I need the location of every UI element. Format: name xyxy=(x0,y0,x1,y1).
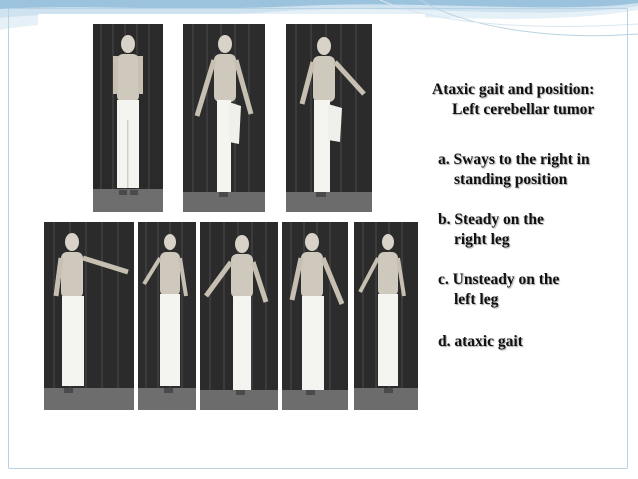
slide-title xyxy=(432,80,594,120)
standing-sway-photo xyxy=(93,24,163,212)
item-b-line-1: b. Steady on the xyxy=(438,211,544,228)
item-b-line-2: right leg xyxy=(454,231,510,248)
left-leg-stance-photo xyxy=(286,24,372,212)
gait-photo-4 xyxy=(282,222,348,410)
item-a-line-1: a. Sways to the right in xyxy=(438,151,590,168)
item-d-line-1: d. ataxic gait xyxy=(438,333,523,350)
gait-photo-1 xyxy=(44,222,134,410)
slide-title-line-1: Ataxic gait and position: xyxy=(432,81,595,98)
slide-title-line-2: Left cerebellar tumor xyxy=(452,101,595,118)
gait-photo-5 xyxy=(354,222,418,410)
item-d xyxy=(438,332,523,352)
item-a xyxy=(438,150,590,190)
gait-photo-3 xyxy=(200,222,278,410)
item-c-line-1: c. Unsteady on the xyxy=(438,271,560,288)
item-c-line-2: left leg xyxy=(454,291,499,308)
item-a-line-2: standing position xyxy=(454,171,568,188)
gait-photo-2 xyxy=(138,222,196,410)
item-b xyxy=(438,210,544,250)
right-leg-stance-photo xyxy=(183,24,265,212)
photo-panel xyxy=(38,14,425,422)
item-c xyxy=(438,270,559,310)
